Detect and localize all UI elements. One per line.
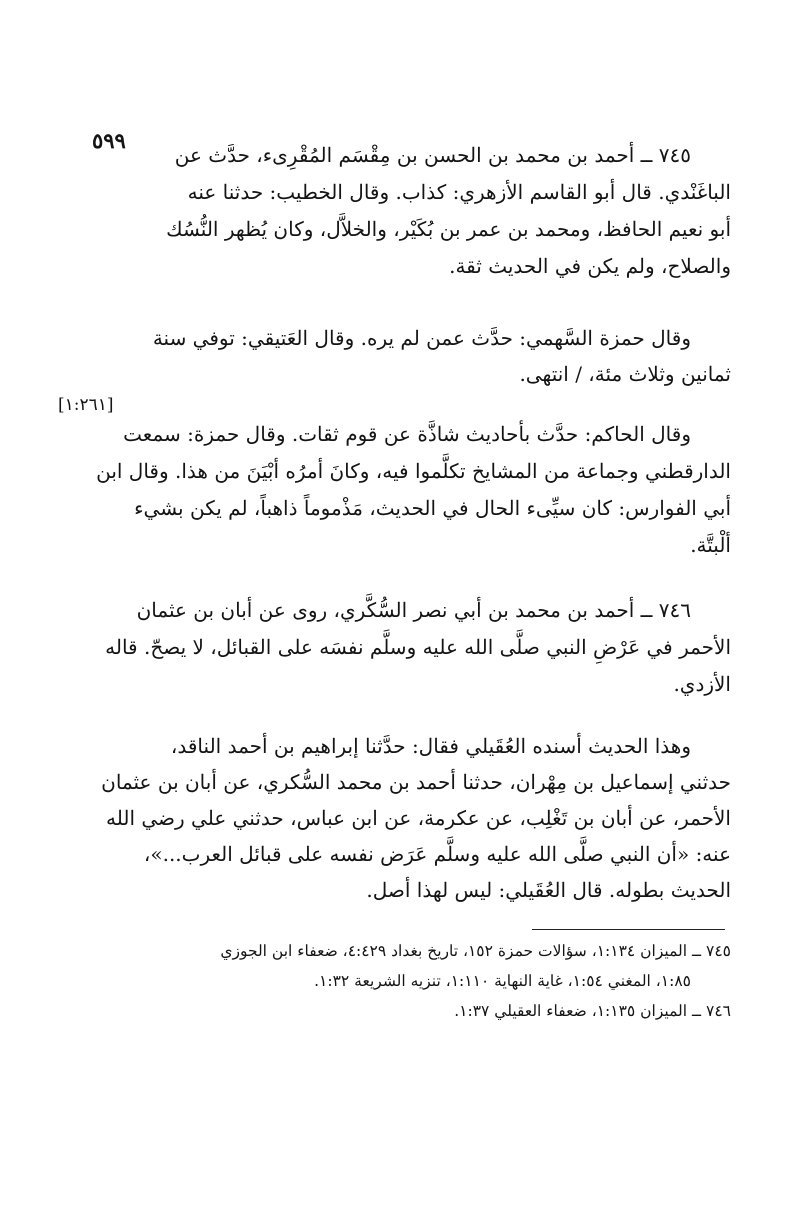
text-line: ثمانين وثلاث مئة، / انتهى. — [519, 362, 731, 386]
text-line: الدارقطني وجماعة من المشايخ تكلَّموا فيه، وكانَ أمرُه أبْيَنَ من هذا. وقال ابن — [96, 459, 731, 483]
footnote-line: ٧٤٥ ــ الميزان ١:١٣٤، سؤالات حمزة ١٥٢، تاريخ بغداد ٤:٤٢٩، ضعفاء ابن الجوزي — [220, 942, 731, 960]
text-line: ألْبتَّة. — [690, 533, 731, 557]
text-line: وقال حمزة السَّهمي: حدَّث عمن لم يره. وقال العَتيقي: توفي سنة — [152, 326, 691, 350]
text-line: عنه: «أن النبي صلَّى الله عليه وسلَّم عَرَض نفسه على قبائل العرب...»، — [143, 842, 731, 866]
source-page-marker: [١:٢٦١] — [58, 395, 114, 415]
text-line: الحديث بطوله. قال العُقَيلي: ليس لهذا أصل. — [366, 878, 731, 902]
text-line: ٧٤٥ ــ أحمد بن محمد بن الحسن بن مِقْسَم المُقْرِىء، حدَّث عن — [174, 143, 691, 167]
text-line: حدثني إسماعيل بن مِهْران، حدثنا أحمد بن محمد السُّكري، عن أبان بن عثمان — [101, 770, 731, 794]
text-line: والصلاح، ولم يكن في الحديث ثقة. — [449, 254, 731, 278]
text-line: أبي الفوارس: كان سيِّىء الحال في الحديث، مَذْموماً ذاهباً، لم يكن بشيء — [134, 496, 731, 520]
text-line: ٧٤٦ ــ أحمد بن محمد بن أبي نصر السُّكَّري، روى عن أبان بن عثمان — [136, 598, 691, 622]
text-line: وهذا الحديث أسنده العُقَيلي فقال: حدَّثنا إبراهيم بن أحمد الناقد، — [170, 734, 691, 758]
footnote-line: ٧٤٦ ــ الميزان ١:١٣٥، ضعفاء العقيلي ١:٣٧. — [454, 1002, 731, 1020]
text-line: وقال الحاكم: حدَّث بأحاديث شاذَّة عن قوم ثقات. وقال حمزة: سمعت — [123, 422, 691, 446]
text-line: أبو نعيم الحافظ، ومحمد بن عمر بن بُكَيْر، والخلاَّل، وكان يُظهر النُّسُك — [166, 217, 731, 241]
text-line: الأزدي. — [673, 672, 731, 696]
page-number: ٥٩٩ — [92, 128, 126, 153]
footnote-line: ١:٨٥، المغني ١:٥٤، غاية النهاية ١:١١٠، تنزيه الشريعة ١:٣٢. — [314, 972, 691, 990]
text-line: الباغَنْدي. قال أبو القاسم الأزهري: كذاب. وقال الخطيب: حدثنا عنه — [187, 180, 731, 204]
text-line: الأحمر، عن أبان بن تَغْلِب، عن عكرمة، عن ابن عباس، حدثني علي رضي الله — [106, 806, 731, 830]
text-line: الأحمر في عَرْضِ النبي صلَّى الله عليه وسلَّم نفسَه على القبائل، لا يصحّ. قاله — [105, 635, 731, 659]
footnote-divider — [532, 929, 725, 930]
